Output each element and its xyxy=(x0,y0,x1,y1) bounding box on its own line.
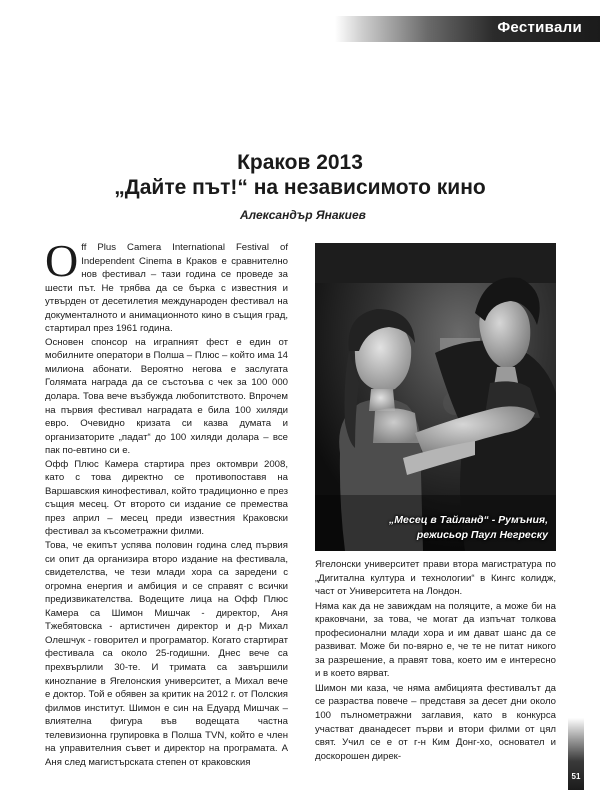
caption-line-2: режисьор Паул Негреску xyxy=(416,529,548,541)
article-title xyxy=(0,150,600,200)
title-line-2: „Дайте път!“ на независимото кино xyxy=(114,176,486,199)
film-still-photo xyxy=(315,243,556,551)
paragraph: Ягелонски университет прави втора магистратура по „Дигитална култура и технологии“ в Кингс колидж, част от Университета на Лондон. xyxy=(315,559,556,598)
paragraph: Това, че екипът успява половин година след първия си опит да организира второ издание на фестивала, свидетелства, че тези млади хора са заредени с огромна енергия и амбиция и се справят с всички предизвикателства. Водещите лица на Офф Плюс Камера са Шимон Мишчак - директор, Аня Тжебятовска - артистичен директор и д-р Михал Олешчук - говорител и програматор. Когато стартират фестивала са около 25-годишни. Днес вече са прехвърлили 30-те. И тримата са завършили киноznание в Ягелонския университет, а Михал вече е доктор. Той е обявен за критик на 2012 г. от Полския филмов институт. Шимон е син на Едуард Мишчак – влиятелна фигура във водещата частна телевизионна групировка в Полша TVN, който е член на управителния съвет и директор на програмата. А Аня след магистърската степен от краковския xyxy=(45,540,288,768)
caption-line-1: „Месец в Тайланд“ - Румъния, xyxy=(389,514,548,526)
left-column xyxy=(45,235,288,769)
paragraph: Основен спонсор на играпният фест е един от мобилните оператори в Полша – Плюс – който има 14 милиона абонати. Вероятно негова е заслугата Голямата награда да се състоъва с чек за 100 000 долара. Това вече възбужда любопитството. Впрочем на първия фестивал наградата е била 100 хиляди евро. Очевидно кризата си казва думата и организаторите „падат“ до 100 хиляди долара – все пак по-евтино си е. xyxy=(45,336,288,457)
page-number: 51 xyxy=(571,772,581,781)
section-header-tab xyxy=(335,16,600,42)
author-byline: Александър Янакиев xyxy=(240,208,366,222)
paragraph: Офф Плюс Камера стартира през октомври 2008, като с това директно се противопоставя на Варшавския кинофестивал, който традиционно е през същия месец. От второто си издание се премества през април – месец преди известния Краковски фестивал за късометражни филми. xyxy=(45,458,288,538)
paragraph: Няма как да не завиждам на поляците, а може би на краковчани, за това, че могат да изпъчат толкова професионални млади хора и им дават шанс да се развиват. Може би по-вярно е, че те не питат никого за разрешение, а правят това, което им е интересно и в което вярват. xyxy=(315,600,556,680)
paragraph: Off Plus Camera International Festival of Independent Cinema в Краков е сравнително нов фестивал – тази година се проведе за шести път. Не трябва да се бърка с известния и утвърден от десетилетия международен фестивал на документалното и анимационното кино в същия град, стартирал през 1961 година. xyxy=(45,235,288,335)
photo-caption xyxy=(389,513,548,543)
paragraph: Шимон ми каза, че няма амбицията фестивалът да се разраства повече – представя за десет дни около 100 пълнометражни заглавия, като в конкурса участват дванадесет първи и втори филми от цял свят. Учил се е от г-н Ким Донг-хо, основател и доскорошен дирек- xyxy=(315,682,556,762)
drop-cap: O xyxy=(45,235,79,286)
film-still-illustration xyxy=(315,243,556,551)
section-label: Фестивали xyxy=(497,19,582,36)
title-line-1: Краков 2013 xyxy=(237,151,363,174)
right-column xyxy=(315,558,556,763)
